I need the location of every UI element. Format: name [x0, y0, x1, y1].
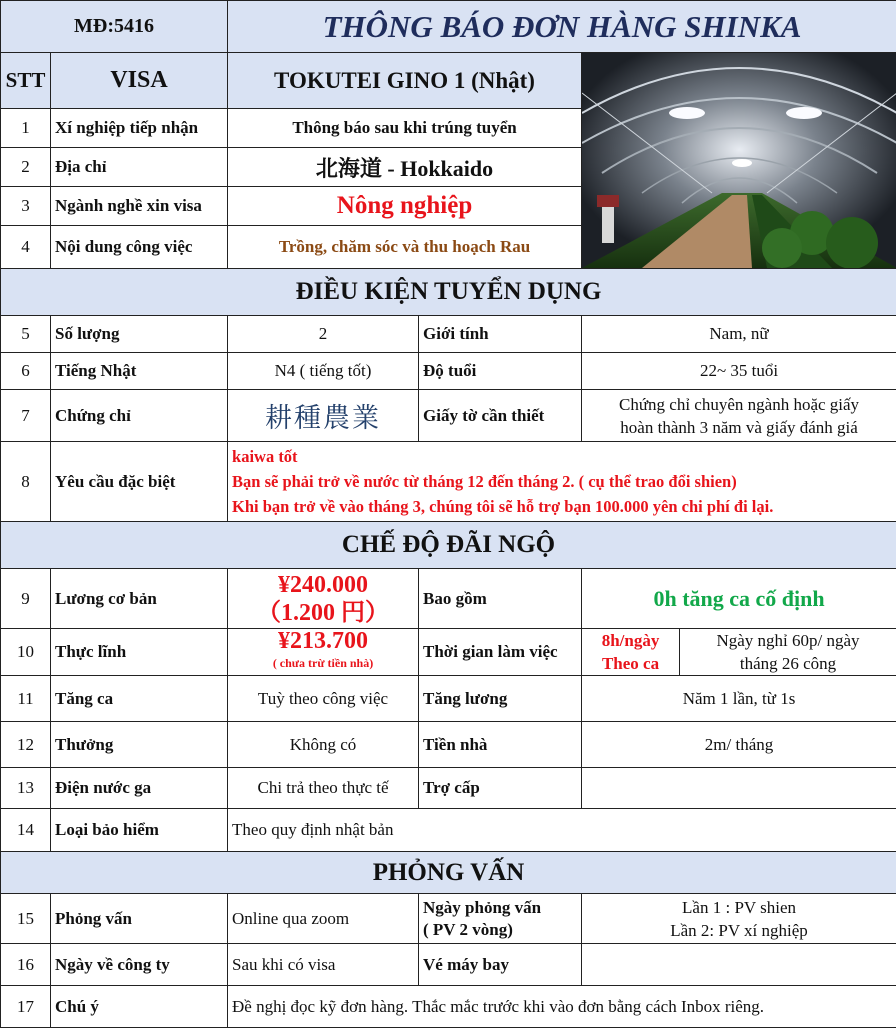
- label-certificate: Chứng chỉ: [51, 390, 228, 442]
- label-gender: Giới tính: [419, 316, 582, 353]
- net-salary-yen: ¥213.700: [232, 630, 414, 652]
- label-company-arrival: Ngày về công ty: [51, 944, 228, 986]
- special-line-1: kaiwa tốt: [232, 444, 892, 469]
- label-quantity: Số lượng: [51, 316, 228, 353]
- net-salary-note: ( chưa trừ tiền nhà): [232, 652, 414, 674]
- stt-17: 17: [1, 986, 51, 1028]
- documents-line-2: hoàn thành 3 năm và giấy đánh giá: [586, 416, 892, 439]
- stt-5: 5: [1, 316, 51, 353]
- value-flight-ticket: [582, 944, 896, 986]
- rest-line-2: tháng 26 công: [684, 652, 892, 675]
- stt-3: 3: [1, 187, 51, 226]
- label-receiving-company: Xí nghiệp tiếp nhận: [51, 109, 228, 148]
- value-working-hours: [582, 629, 680, 676]
- label-japanese: Tiếng Nhật: [51, 353, 228, 390]
- stt-7: 7: [1, 390, 51, 442]
- value-japanese: N4 ( tiếng tốt): [228, 353, 419, 390]
- label-overtime: Tăng ca: [51, 676, 228, 722]
- label-note: Chú ý: [51, 986, 228, 1028]
- greenhouse-photo: [582, 53, 896, 269]
- label-raise: Tăng lương: [419, 676, 582, 722]
- stt-14: 14: [1, 809, 51, 852]
- stt-header: STT: [1, 53, 51, 109]
- stt-1: 1: [1, 109, 51, 148]
- value-housing: 2m/ tháng: [582, 722, 896, 768]
- label-job-content: Nội dung công việc: [51, 226, 228, 269]
- round-1: Lần 1 : PV shien: [586, 896, 892, 919]
- label-net-salary: Thực lĩnh: [51, 629, 228, 676]
- label-insurance: Loại bảo hiểm: [51, 809, 228, 852]
- stt-13: 13: [1, 768, 51, 809]
- label-interview-date: [419, 894, 582, 944]
- label-address: Địa chỉ: [51, 148, 228, 187]
- stt-15: 15: [1, 894, 51, 944]
- value-gender: Nam, nữ: [582, 316, 896, 353]
- value-interview: Online qua zoom: [228, 894, 419, 944]
- interview-date-line-2: ( PV 2 vòng): [423, 919, 577, 941]
- value-utilities: Chi trả theo thực tế: [228, 768, 419, 809]
- value-quantity: 2: [228, 316, 419, 353]
- value-rest-days: [680, 629, 896, 676]
- value-overtime: Tuỳ theo công việc: [228, 676, 419, 722]
- value-base-salary: [228, 569, 419, 629]
- value-documents: [582, 390, 896, 442]
- special-line-2: Bạn sẽ phải trở về nước từ tháng 12 đến tháng 2. ( cụ thể trao đổi shien): [232, 469, 892, 494]
- value-special-requirements: [228, 442, 896, 522]
- label-base-salary: Lương cơ bản: [51, 569, 228, 629]
- stt-9: 9: [1, 569, 51, 629]
- value-note: Đề nghị đọc kỹ đơn hàng. Thắc mắc trước khi vào đơn bằng cách Inbox riêng.: [228, 986, 896, 1028]
- label-special-requirements: Yêu cầu đặc biệt: [51, 442, 228, 522]
- documents-line-1: Chứng chỉ chuyên ngành hoặc giấy: [586, 393, 892, 416]
- visa-value: TOKUTEI GINO 1 (Nhật): [228, 53, 582, 109]
- stt-4: 4: [1, 226, 51, 269]
- label-allowance: Trợ cấp: [419, 768, 582, 809]
- value-visa-industry: Nông nghiệp: [228, 187, 582, 226]
- hours-line-1: 8h/ngày: [586, 629, 675, 652]
- value-net-salary: [228, 629, 419, 676]
- hours-line-2: Theo ca: [586, 652, 675, 675]
- section-conditions: ĐIỀU KIỆN TUYỂN DỤNG: [1, 269, 896, 316]
- value-bonus: Không có: [228, 722, 419, 768]
- section-interview: PHỎNG VẤN: [1, 852, 896, 894]
- label-flight-ticket: Vé máy bay: [419, 944, 582, 986]
- value-address: 北海道 - Hokkaido: [228, 148, 582, 187]
- stt-2: 2: [1, 148, 51, 187]
- round-2: Lần 2: PV xí nghiệp: [586, 919, 892, 942]
- section-benefits: CHẾ ĐỘ ĐÃI NGỘ: [1, 522, 896, 569]
- label-includes: Bao gồm: [419, 569, 582, 629]
- value-job-content: Trồng, chăm sóc và thu hoạch Rau: [228, 226, 582, 269]
- value-age: 22~ 35 tuổi: [582, 353, 896, 390]
- label-bonus: Thưởng: [51, 722, 228, 768]
- stt-10: 10: [1, 629, 51, 676]
- value-interview-rounds: [582, 894, 896, 944]
- rest-line-1: Ngày nghỉ 60p/ ngày: [684, 629, 892, 652]
- label-working-time: Thời gian làm việc: [419, 629, 582, 676]
- page-title: THÔNG BÁO ĐƠN HÀNG SHINKA: [228, 1, 896, 53]
- label-housing: Tiền nhà: [419, 722, 582, 768]
- base-salary-hourly: （1.200 円）: [232, 599, 414, 627]
- special-line-3: Khi bạn trở về vào tháng 3, chúng tôi sẽ hỗ trợ bạn 100.000 yên chi phí đi lại.: [232, 494, 892, 519]
- value-raise: Năm 1 lần, từ 1s: [582, 676, 896, 722]
- stt-11: 11: [1, 676, 51, 722]
- label-utilities: Điện nước ga: [51, 768, 228, 809]
- value-company-arrival: Sau khi có visa: [228, 944, 419, 986]
- stt-12: 12: [1, 722, 51, 768]
- visa-label: VISA: [51, 53, 228, 109]
- value-allowance: [582, 768, 896, 809]
- value-receiving-company: Thông báo sau khi trúng tuyển: [228, 109, 582, 148]
- label-visa-industry: Ngành nghề xin visa: [51, 187, 228, 226]
- label-documents: Giấy tờ cần thiết: [419, 390, 582, 442]
- order-code: MĐ:5416: [1, 1, 228, 53]
- value-certificate: 耕種農業: [228, 390, 419, 442]
- value-includes: 0h tăng ca cố định: [582, 569, 896, 629]
- greenhouse-image: [582, 53, 896, 268]
- stt-8: 8: [1, 442, 51, 522]
- label-age: Độ tuổi: [419, 353, 582, 390]
- interview-date-line-1: Ngày phỏng vấn: [423, 897, 577, 919]
- base-salary-yen: ¥240.000: [232, 571, 414, 599]
- stt-6: 6: [1, 353, 51, 390]
- stt-16: 16: [1, 944, 51, 986]
- label-interview: Phỏng vấn: [51, 894, 228, 944]
- value-insurance: Theo quy định nhật bản: [228, 809, 896, 852]
